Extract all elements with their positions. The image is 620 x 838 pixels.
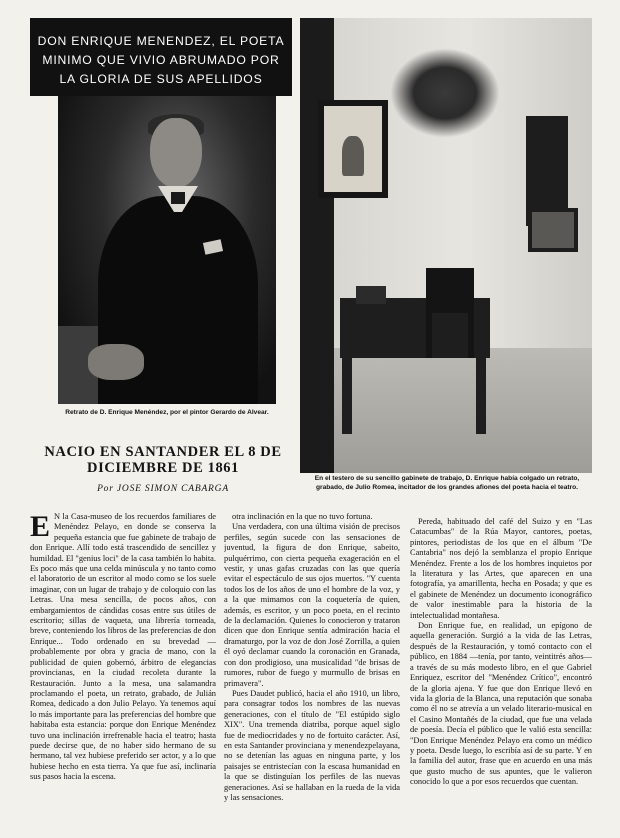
article-column-3 bbox=[410, 517, 592, 824]
article-headline bbox=[32, 444, 294, 476]
byline: Por JOSE SIMON CABARGA bbox=[97, 484, 229, 494]
study-room-photo bbox=[300, 18, 592, 473]
small-wall-frame bbox=[528, 208, 578, 252]
room-caption: En el testero de su sencillo gabinete de trabajo, D. Enrique había colgado un retrato, grabado, de Julio Romea, incitador de los grandes afiones del poeta hacia el teatro. bbox=[314, 475, 580, 491]
desk-leg bbox=[342, 354, 352, 434]
room-chandelier bbox=[390, 48, 500, 138]
title-line-2: MINIMO QUE VIVIO ABRUMADO POR bbox=[42, 53, 280, 67]
paragraph: Pues Daudet publicó, hacia el año 1910, un libro, para consagrar todos los nombres de las nuevas generaciones, con el título de "El estúpido siglo XIX". Una tremenda diatriba, porque aquel siglo fue de mediocridades y no de fortuito carácter. Así, en esta Santander provinciana y menendezpelayana, no se detenían las aguas en ninguna parte, y los paisajes se entristecían con la escasa humanidad en la que se distinguían los perfiles de las nuevas generaciones. Así se hallaban en la rueda de la vida y las sensaciones. bbox=[224, 688, 400, 802]
portrait-hand bbox=[88, 344, 144, 380]
paragraph: otra inclinación en la que no tuvo fortuna. bbox=[232, 512, 373, 521]
engraving-figure bbox=[342, 136, 364, 176]
paragraph bbox=[30, 512, 216, 783]
portrait-caption: Retrato de D. Enrique Menéndez, por el pintor Gerardo de Alvear. bbox=[65, 409, 269, 416]
article-column-2 bbox=[224, 512, 400, 824]
framed-engraving bbox=[318, 100, 388, 198]
drop-cap: E bbox=[30, 512, 51, 543]
room-floor bbox=[334, 348, 592, 473]
desk-leg bbox=[476, 354, 486, 434]
paragraph: Don Enrique fue, en realidad, un epígono de aquella generación. Surgió a la vida de las Letras, después de la Restauración, y tomó contacto con el público, en 1884 —tenía, por tanto, veintitrés años— a través de su más modesto libro, en el que Gabriel Enriquez, escritor del "Menéndez Crítico", encontró de la gloria ajena. Y fue que don Enrique llevó en vida la gloria de la Blanca, una reputación que sonaba como él no se atrevía a un velado literario-musical en el Casino Montañés de la ciudad, que fue una velada de poesía. Decía el público que le valió esta sencilla: "Don Enrique Menéndez Pelayo era como un médico y poeta. Desde luego, lo escribía así de su parte. Y en la familia del autor, frase que en acuerdo en una más que gusto mucho de sus apuntes, que le valieron conocido lo que a por esos recuerdos que cuentan. bbox=[410, 621, 592, 787]
portrait-bowtie bbox=[171, 192, 185, 204]
headline-line-2: DICIEMBRE DE 1861 bbox=[87, 460, 239, 476]
title-line-3: LA GLORIA DE SUS APELLIDOS bbox=[59, 72, 263, 86]
title-line-1: DON ENRIQUE MENENDEZ, EL POETA bbox=[37, 34, 285, 48]
room-doorway bbox=[300, 18, 334, 473]
headline-line-1: NACIO EN SANTANDER EL 8 DE bbox=[44, 444, 282, 460]
portrait-photo bbox=[58, 96, 276, 404]
paragraph: Una verdadera, con una última visión de precisos perfiles, según sucede con las sensaciones de juventud, la figura de don Enrique, sabeito, pulquérrimo, con cierta pequeña exageración en el vestir, y unas gafas cruzadas con las que quería evitar el espectáculo de sus ojos muertos. "Y cuenta todos los de los años de uno el hombre de la voz, y a la que mimamos con la coquetería de quien, además, es escritor, y un poco poeta, en el recinto de la declamación. Quienes lo conocieron y trataron dicen que don Enrique sentía admiración hacia el dramaturgo, por la voz de don José Zorrilla, a quien él oyó declamar cuando la coronación en Granada, con don prodigioso, una musicalidad "de brisas de rumores, rubor de fuego y murmullo de brisas en primavera". bbox=[224, 522, 400, 688]
portrait-head bbox=[150, 118, 202, 188]
paragraph: Pereda, habituado del café del Suizo y en "Las Catacumbas" de la Rúa Mayor, cantores, poetas, pintores, periodistas de los que en el álbum "De Cantabria" nos dejó la semblanza el propio Enrique Menéndez. Frente a los de los hombres inquietos por la literatura y las Artes, que aparecen en una fotografía, ya amarillenta, hecha en Posada; y que es el gabinete de Menéndez un documento iconográfico de valor inestimable para la historia de la intelectualidad montañesa. bbox=[410, 517, 592, 620]
article-column-1 bbox=[30, 512, 216, 824]
paragraph-text: N la Casa-museo de los recuerdos familiares de Menéndez Pelayo, en donde se conserva la pequeña estancia que fue gabinete de trabajo de don Enrique. Allí todo está trascendido de sencillez y humildad. El "genius loci" de la casa también lo habita. Es poco más que una celda minúscula y no tanto como el laboratorio de un escritor al modo como se los suele imaginar, con un lugar de trabajo y de coloquio con las Letras. Una mesa sencilla, de pocos años, con embargamientos de cándidas cosas entre sus útiles de escritorio; sillas de vaqueta, una librería torneada, breve, conteniendo los libros de las preferencias de don Enrique... Todo ordenado en su brevedad —probablemente por obra y gracia de mano, con la publicidad de quien gobernó, árbitro de elegancias provincianas, en la ciudad recoleta durante la Restauración. Junto a la mesa, una salamandra proclamando el poeta, un retrato, grabado, de Julián Romea, dedicado a don Julio Pelayo. Ya tenemos aquí lo más importante para las preferencias del hombre que habitaba esta estancia: porque don Enrique Menéndez tuvo una inclinación irrefrenable hacia el teatro; hasta puede decirse que, de no haber sido hermano de su hermano, tal vez hubiese preferido ser actor, y a lo que hubiese hecho en esta tierra. Ya que fue así, inclinaría sus pasos hacia la escena. bbox=[30, 512, 216, 782]
feature-title bbox=[30, 18, 292, 96]
desk-object bbox=[356, 286, 386, 304]
